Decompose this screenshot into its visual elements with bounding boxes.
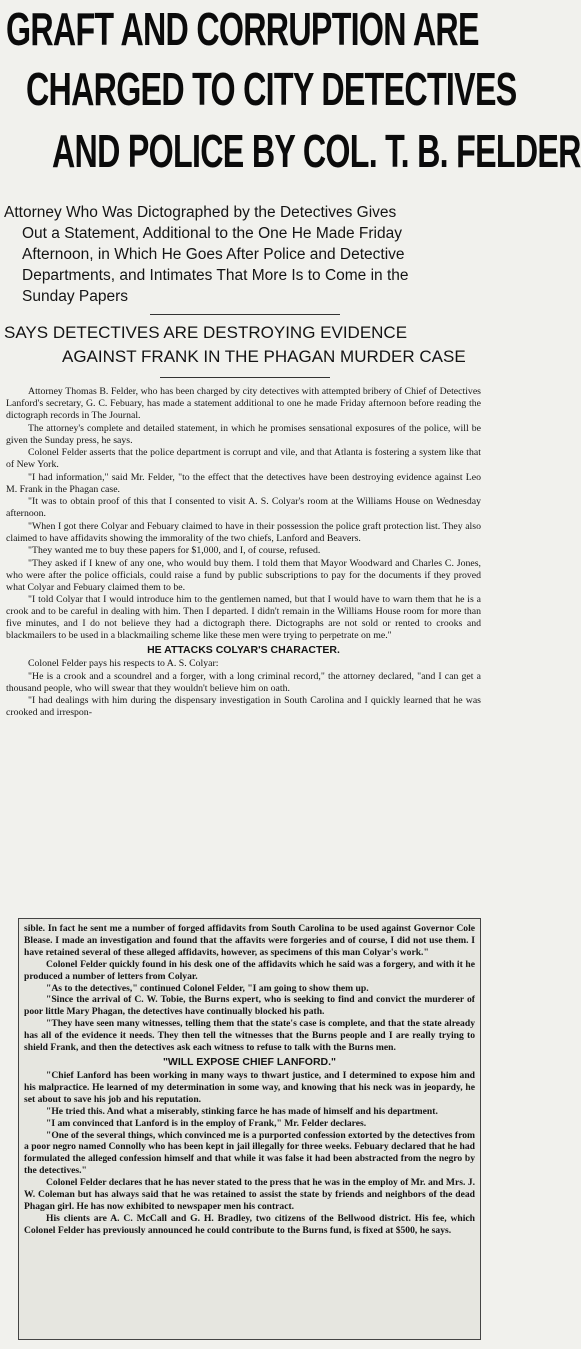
article-paragraph: "I had dealings with him during the dispensary investigation in South Carolina and I quickly learned that he was crooked and irrespon- [6, 695, 481, 718]
clipping-paragraph: "As to the detectives," continued Colonel Felder, "I am going to show them up. [46, 982, 369, 994]
clipping-paragraph: "He tried this. And what a miserably, stinking farce he has made of himself and his department. [46, 1105, 438, 1117]
article-paragraph: The attorney's complete and detailed statement, in which he promises sensational exposures of the police, will be given the Sunday press, he says. [6, 422, 481, 446]
deck-line-4: Departments, and Intimates That More Is to Come in the [22, 267, 409, 284]
article-paragraph: "They wanted me to buy these papers for $1,000, and I, of course, refused. [28, 545, 321, 556]
headline-line-1: GRAFT AND CORRUPTION ARE [6, 3, 479, 55]
headline-line-3: AND POLICE BY COL. T. B. FELDER [52, 125, 581, 177]
headline-line-2: CHARGED TO CITY DETECTIVES [26, 63, 517, 115]
clipping-paragraph: Colonel Felder quickly found in his desk one of the affidavits which he said was a forgery, and with it he produced a number of letters from Colyar. [24, 958, 475, 982]
article-paragraph: "It was to obtain proof of this that I consented to visit A. S. Colyar's room at the Williams House on Wednesday afternoon. [6, 496, 481, 519]
article-paragraph: "I told Colyar that I would introduce him to the gentlemen named, but that I would have to warn them that he is a crook and to be careful in dealing with him. Then I departed. I didn't remain in the Williams House room for more than five minutes, and I do not believe they had a dictograph there. Dictographs are not sold or rented to crooks and blackmailers to be used in a blackmailing scheme like these men were trying to perpetrate on me." [6, 594, 481, 641]
clipping-paragraph: "They have seen many witnesses, telling them that the state's case is complete, and that the state already has all of the evidence it needs. They then tell the witnesses that the Burns people and I are really trying to shield Frank, and then the detectives ask each witness to refuse to talk with the Burns men. [24, 1018, 475, 1054]
deck-line-2: Out a Statement, Additional to the One He Made Friday [22, 225, 402, 242]
clipping-side-head: "WILL EXPOSE CHIEF LANFORD." [162, 1055, 337, 1068]
article-paragraph: Colonel Felder asserts that the police department is corrupt and vile, and that Atlanta is fostering a system like that of New York. [6, 447, 481, 470]
clipping-paragraph: "I am convinced that Lanford is in the employ of Frank," Mr. Felder declares. [46, 1117, 367, 1129]
subhead-line-2: AGAINST FRANK IN THE PHAGAN MURDER CASE [62, 347, 466, 366]
clipping-paragraph: "One of the several things, which convinced me is a purported confession extorted by the detectives from a poor negro named Connolly who has been kept in jail illegally for three weeks. Febuary declared that he had formulated the alleged confession himself and that while it was false it had been abstracted from the negro by the detectives." [24, 1129, 475, 1177]
divider-rule [150, 314, 340, 315]
side-head: HE ATTACKS COLYAR'S CHARACTER. [147, 644, 340, 656]
deck-line-3: Afternoon, in Which He Goes After Police and Detective [22, 246, 405, 263]
clipping-body [24, 923, 475, 1237]
subhead-line-1: SAYS DETECTIVES ARE DESTROYING EVIDENCE [4, 323, 408, 342]
clipping-paragraph: Colonel Felder declares that he has never stated to the press that he was in the employ of Mr. and Mrs. J. W. Coleman but has always said that he was retained to assist the state by friends and neighbors of the dead Phagan girl. He has now exhibited to newspaper men his contract. [24, 1177, 475, 1212]
deck-line-5: Sunday Papers [22, 288, 128, 305]
deck-line-1: Attorney Who Was Dictographed by the Detectives Gives [4, 204, 397, 221]
article-paragraph: Colonel Felder pays his respects to A. S. Colyar: [28, 658, 219, 669]
article-paragraph: Attorney Thomas B. Felder, who has been charged by city detectives with attempted bribery of Chief of Detectives Lanford's secretary, G. C. Febuary, has made a statement additional to one he made Friday afternoon before reading the dictograph records in The Journal. [6, 386, 481, 421]
article-paragraph: "When I got there Colyar and Febuary claimed to have in their possession the police graft protection list. They also claimed to have affidavits showing the immorality of the two chiefs, Lanford and Beavers. [6, 520, 481, 544]
article-paragraph: "He is a crook and a scoundrel and a forger, with a long criminal record," the attorney declared, "and I can get a thousand people, who will swear that they wouldn't believe him on oath. [6, 670, 481, 694]
article-paragraph: "They asked if I knew of any one, who would buy them. I told them that Mayor Woodward and Charles C. Jones, who were after the police officials, could raise a fund by public subscriptions to pay for the documents if they proved what Colyar and Febuary claimed them to be. [6, 557, 481, 593]
article-paragraph: "I had information," said Mr. Felder, "to the effect that the detectives have been destroying evidence against Leo M. Frank in the Phagan case. [6, 471, 481, 495]
clipping-paragraph: "Chief Lanford has been working in many ways to thwart justice, and I determined to expose him and his malpractice. He learned of my determination in some way, and knowing that his neck was in jeopardy, he set about to save his job and his reputation. [24, 1069, 475, 1105]
clipping-paragraph: "Since the arrival of C. W. Tobie, the Burns expert, who is seeking to find and convict the murderer of poor little Mary Phagan, the detectives have continually blocked his path. [24, 994, 475, 1018]
clipping-paragraph: His clients are A. C. McCall and G. H. Bradley, two citizens of the Bellwood district. His fee, which Colonel Felder has previously announced he could contribute to the Burns fund, is fixed at $500, he says. [24, 1212, 475, 1236]
clipping-paragraph: sible. In fact he sent me a number of forged affidavits from South Carolina to be used against Governor Cole Blease. I made an investigation and found that the affavits were forgeries and of course, I did not use them. I have retained several of these alleged affidavits, however, as specimens of this man Colyar's work." [24, 923, 475, 958]
divider-rule-2 [160, 377, 330, 378]
article-body [6, 386, 481, 720]
continued-clipping [18, 918, 481, 1340]
